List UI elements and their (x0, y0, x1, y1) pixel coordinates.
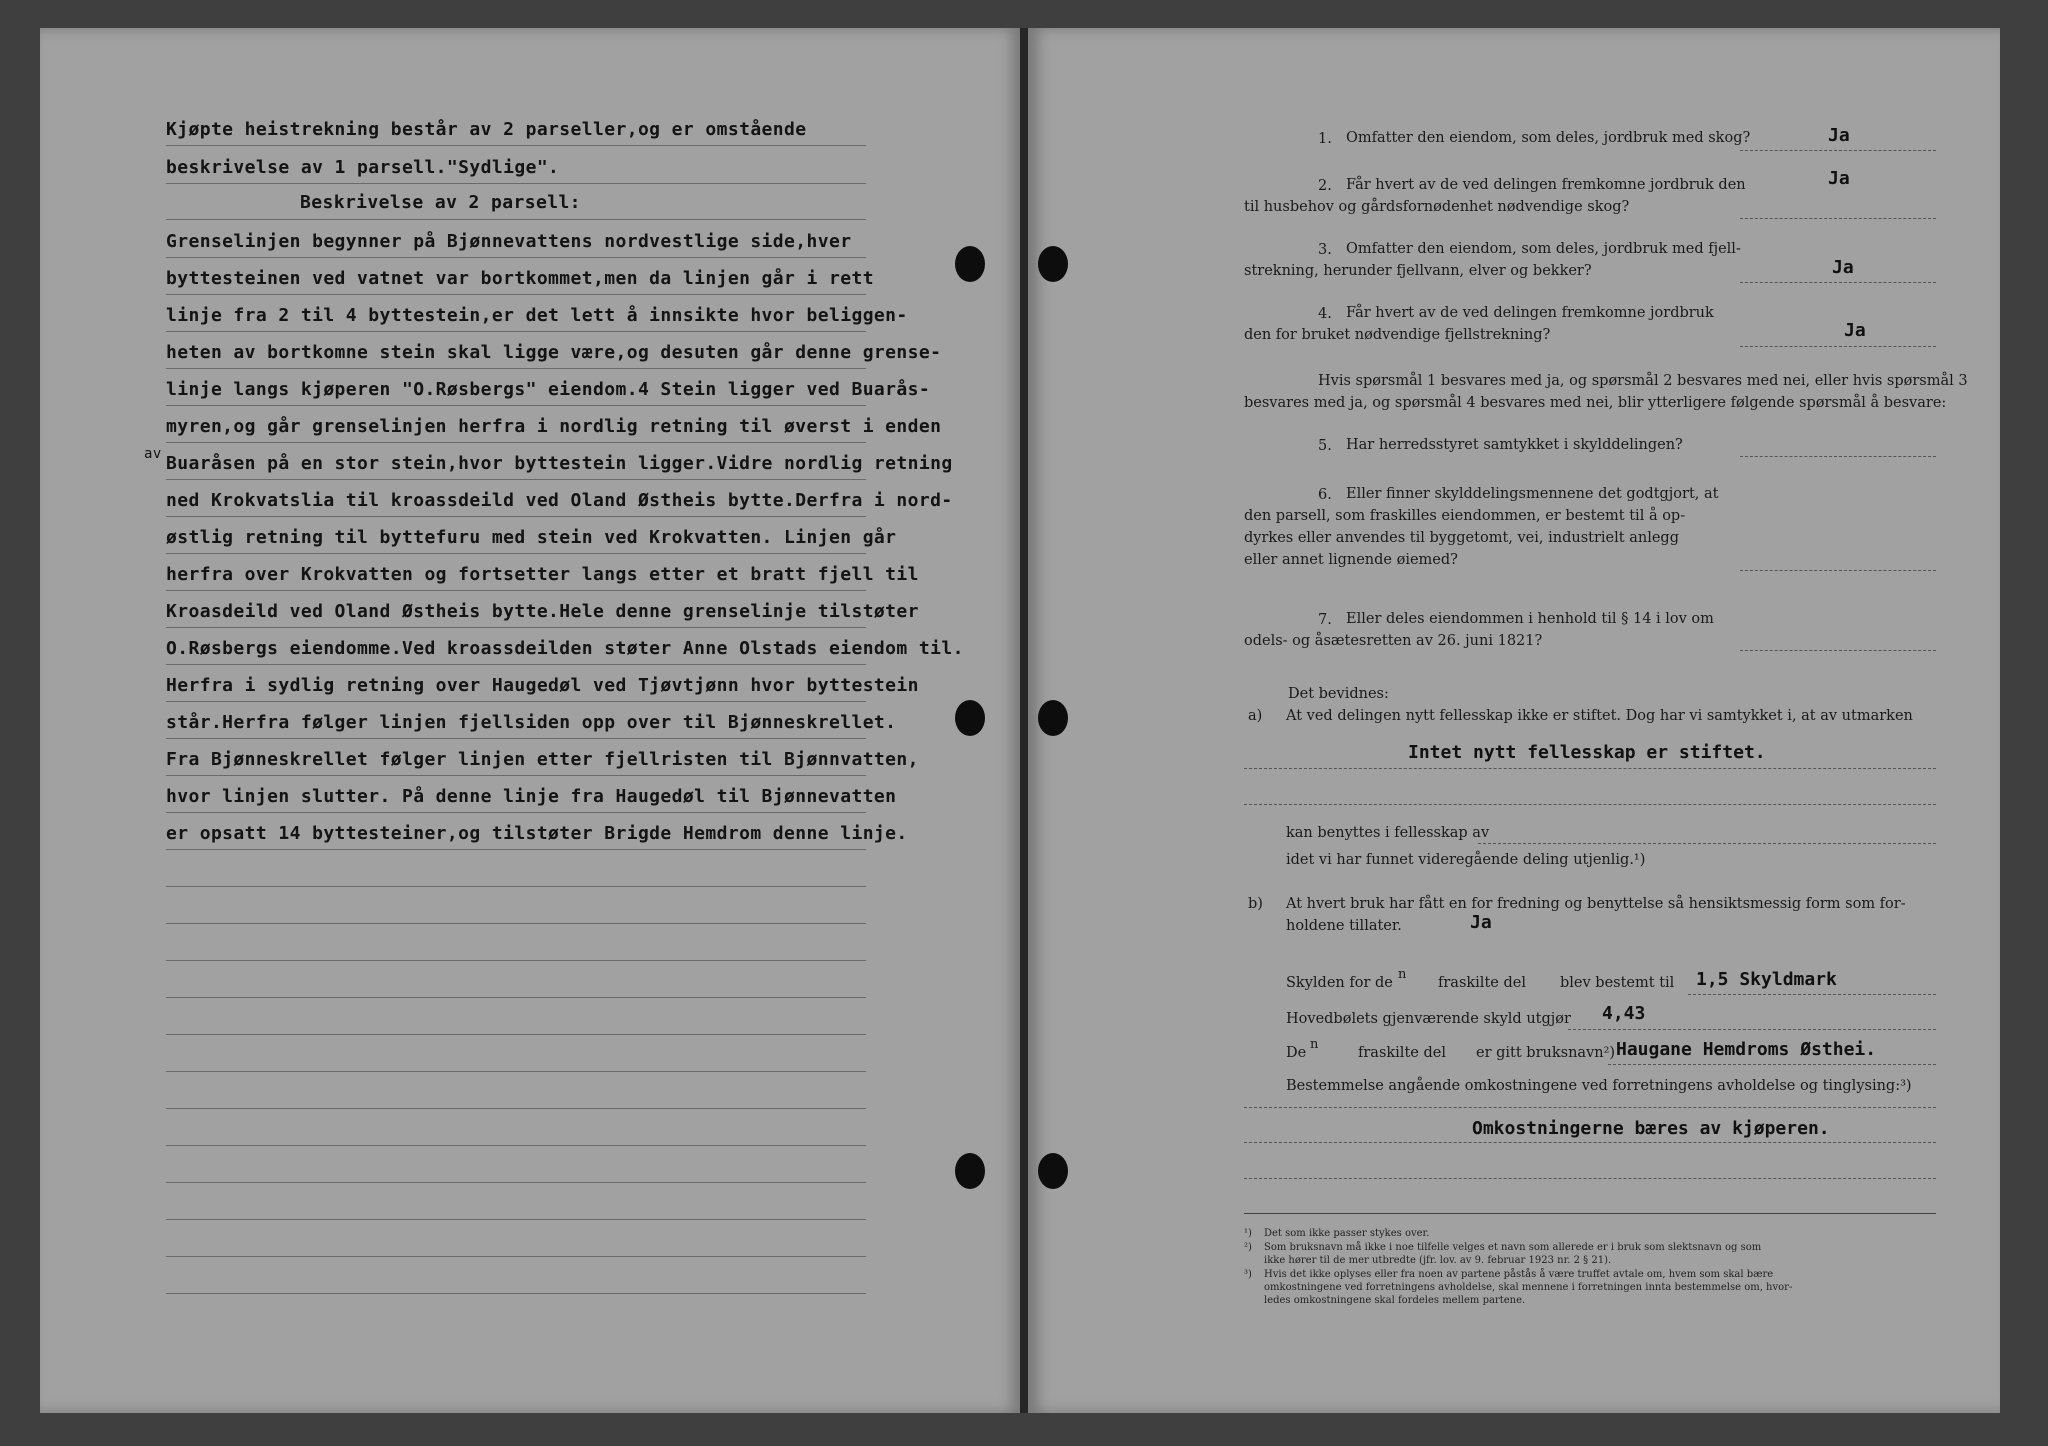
ruled-line (166, 997, 866, 998)
ruled-line (166, 886, 866, 887)
typed-line: Kroasdeild ved Oland Østheis bytte.Hele denne grenselinje tilstøter (166, 601, 919, 622)
item-a-text: At ved delingen nytt fellesskap ikke er stiftet. Dog har vi samtykket i, at av utmarken (1286, 708, 1913, 724)
answer-line (1244, 768, 1936, 770)
ruled-line (166, 960, 866, 961)
typed-line: Grenselinjen begynner på Bjønnevattens nordvestlige side,hver (166, 231, 852, 252)
question-text: den parsell, som fraskilles eiendommen, er bestemt til å op- (1244, 508, 1686, 524)
item-a-line2: kan benyttes i fellesskap av (1286, 825, 1490, 841)
bruksnavn-mid: fraskilte del (1358, 1045, 1446, 1061)
question-number: 1. (1318, 131, 1332, 147)
punch-hole (955, 246, 985, 282)
margin-note: av (144, 446, 162, 462)
ruled-line (166, 294, 866, 295)
condition-text: besvares med ja, og spørsmål 4 besvares med nei, blir ytterligere følgende spørsmål å besvare: (1244, 395, 1947, 411)
typed-line: linje fra 2 til 4 byttestein,er det lett å innsikte hvor beliggen- (166, 305, 908, 326)
ruled-line (166, 442, 866, 443)
question-text: Har herredsstyret samtykket i skylddelingen? (1346, 437, 1683, 453)
answer-line (1244, 804, 1936, 806)
ruled-line (166, 812, 866, 813)
left-page (40, 28, 1020, 1413)
ruled-line (166, 1256, 866, 1257)
ruled-line (166, 331, 866, 332)
item-label-b: b) (1248, 896, 1263, 912)
punch-hole (955, 1153, 985, 1189)
right-page (1028, 28, 2000, 1413)
question-text: strekning, herunder fjellvann, elver og bekker? (1244, 263, 1592, 279)
answer-line (1740, 346, 1936, 348)
footnote-text: Det som ikke passer stykes over. (1264, 1228, 1430, 1239)
ruled-line (166, 775, 866, 776)
ruled-line (166, 219, 866, 220)
ruled-line (166, 553, 866, 554)
ruled-line (166, 368, 866, 369)
item-label-a: a) (1248, 708, 1263, 724)
item-b-text: At hvert bruk har fått en for fredning og benyttelse så hensiktsmessig form som for- (1286, 896, 1906, 912)
answer-line (1568, 1029, 1936, 1031)
typed-line: beskrivelse av 1 parsell."Sydlige". (166, 157, 560, 178)
answer-line (1740, 150, 1936, 152)
typed-line: er opsatt 14 byttesteiner,og tilstøter Brigde Hemdrom denne linje. (166, 823, 908, 844)
typed-line: står.Herfra følger linjen fjellsiden opp over til Bjønneskrellet. (166, 712, 897, 733)
question-text: Eller deles eiendommen i henhold til § 14 i lov om (1346, 611, 1714, 627)
ruled-line (166, 590, 866, 591)
hovedbol-label: Hovedbølets gjenværende skyld utgjør (1286, 1011, 1571, 1027)
typed-line: heten av bortkomne stein skal ligge være,og desuten går denne grense- (166, 342, 942, 363)
answer-4: Ja (1844, 320, 1866, 341)
footnote-text: omkostningene ved forretningens avholdelse, skal mennene i forretningen innta bestemmelse om, hvor- (1264, 1282, 1793, 1293)
ruled-line (166, 1071, 866, 1072)
typed-line: Buaråsen på en stor stein,hvor byttestein ligger.Vidre nordlig retning (166, 453, 953, 474)
typed-line: ned Krokvatslia til kroassdeild ved Oland Østheis bytte.Derfra i nord- (166, 490, 953, 511)
footnote-text: Hvis det ikke oplyses eller fra noen av partene påstås å være truffet avtale om, hvem som skal bære (1264, 1269, 1774, 1280)
punch-hole (1038, 1153, 1068, 1189)
footnote-mark: ¹) (1244, 1228, 1252, 1239)
skyld-mid: fraskilte del (1438, 975, 1526, 991)
answer-line (1740, 456, 1936, 458)
punch-hole (1038, 246, 1068, 282)
answer-line (1478, 843, 1936, 845)
question-text: dyrkes eller anvendes til byggetomt, vei, industrielt anlegg (1244, 530, 1679, 546)
footnote-mark: ³) (1244, 1269, 1252, 1280)
question-text: Eller finner skylddelingsmennene det godtgjort, at (1346, 486, 1719, 502)
typed-line: herfra over Krokvatten og fortsetter langs etter et bratt fjell til (166, 564, 919, 585)
ruled-line (166, 1219, 866, 1220)
typed-line: myren,og går grenselinjen herfra i nordlig retning til øverst i enden (166, 416, 942, 437)
typed-line: hvor linjen slutter. På denne linje fra Haugedøl til Bjønnevatten (166, 786, 897, 807)
ruled-line (166, 1182, 866, 1183)
question-number: 2. (1318, 178, 1332, 194)
typed-line: østlig retning til byttefuru med stein ved Krokvatten. Linjen går (166, 527, 897, 548)
question-text: den for bruket nødvendige fjellstrekning? (1244, 327, 1551, 343)
skyld-value: 1,5 Skyldmark (1696, 969, 1837, 990)
ruled-line (166, 1145, 866, 1146)
answer-line (1740, 570, 1936, 572)
answer-b: Ja (1470, 912, 1492, 933)
footnote-mark: ²) (1244, 1242, 1252, 1253)
answer-line (1740, 650, 1936, 652)
question-text: til husbehov og gårdsfornødenhet nødvendige skog? (1244, 199, 1630, 215)
item-b-text: holdene tillater. (1286, 918, 1402, 934)
skyld-insert: n (1398, 967, 1407, 982)
ruled-line (166, 479, 866, 480)
question-text: Omfatter den eiendom, som deles, jordbruk med fjell- (1346, 241, 1741, 257)
question-number: 4. (1318, 306, 1332, 322)
answer-line (1244, 1107, 1936, 1109)
bestemmelse-text: Bestemmelse angående omkostningene ved forretningens avholdelse og tinglysing:³) (1286, 1078, 1912, 1094)
book-gutter (1020, 28, 1028, 1413)
answer-line (1244, 1178, 1936, 1180)
bruksnavn-insert: n (1310, 1037, 1319, 1052)
punch-hole (1038, 700, 1068, 736)
question-text: Får hvert av de ved delingen fremkomne jordbruk den (1346, 177, 1746, 193)
question-text: eller annet lignende øiemed? (1244, 552, 1458, 568)
ruled-line (166, 738, 866, 739)
bestemmelse-answer: Omkostningerne bæres av kjøperen. (1472, 1118, 1830, 1139)
skyld-label: Skylden for de (1286, 975, 1393, 991)
bruksnavn-value: Haugane Hemdroms Østhei. (1616, 1039, 1877, 1060)
bevidnes-heading: Det bevidnes: (1288, 686, 1389, 702)
answer-line (1740, 218, 1936, 220)
footnote-divider (1244, 1213, 1936, 1214)
typed-line: O.Røsbergs eiendomme.Ved kroassdeilden støter Anne Olstads eiendom til. (166, 638, 964, 659)
question-text: odels- og åsætesretten av 26. juni 1821? (1244, 633, 1543, 649)
answer-line (1244, 1142, 1936, 1144)
ruled-line (166, 145, 866, 146)
ruled-line (166, 627, 866, 628)
ruled-line (166, 405, 866, 406)
question-text: Får hvert av de ved delingen fremkomne jordbruk (1346, 305, 1714, 321)
ruled-line (166, 701, 866, 702)
answer-line (1740, 282, 1936, 284)
bruksnavn-label: De (1286, 1045, 1307, 1061)
answer-line (1608, 1064, 1936, 1066)
answer-line (1688, 994, 1936, 996)
answer-2: Ja (1828, 168, 1850, 189)
footnote-text: ledes omkostningene skal fordeles mellem partene. (1264, 1295, 1526, 1306)
typed-line: linje langs kjøperen "O.Røsbergs" eiendom.4 Stein ligger ved Buarås- (166, 379, 931, 400)
condition-text: Hvis spørsmål 1 besvares med ja, og spørsmål 2 besvares med nei, eller hvis spørsmål 3 (1318, 373, 1968, 389)
punch-hole (955, 700, 985, 736)
typed-line: Kjøpte heistrekning består av 2 parseller,og er omstående (166, 119, 807, 140)
ruled-line (166, 664, 866, 665)
question-number: 7. (1318, 612, 1332, 628)
answer-3: Ja (1832, 257, 1854, 278)
question-number: 6. (1318, 487, 1332, 503)
footnote-text: ikke hører til de mer utbredte (jfr. lov. av 9. februar 1923 nr. 2 § 21). (1264, 1255, 1612, 1266)
footnote-text: Som bruksnavn må ikke i noe tilfelle velges et navn som allerede er i bruk som slektsnavn og som (1264, 1242, 1762, 1253)
ruled-line (166, 1293, 866, 1294)
ruled-line (166, 923, 866, 924)
ruled-line (166, 183, 866, 184)
ruled-line (166, 849, 866, 850)
section-heading: Beskrivelse av 2 parsell: (300, 192, 581, 213)
skyld-post: blev bestemt til (1560, 975, 1675, 991)
ruled-line (166, 1108, 866, 1109)
ruled-line (166, 1034, 866, 1035)
answer-1: Ja (1828, 125, 1850, 146)
question-text: Omfatter den eiendom, som deles, jordbruk med skog? (1346, 130, 1751, 146)
ruled-line (166, 257, 866, 258)
bruksnavn-post: er gitt bruksnavn²) (1476, 1045, 1616, 1061)
typed-line: Herfra i sydlig retning over Haugedøl ved Tjøvtjønn hvor byttestein (166, 675, 919, 696)
ruled-line (166, 516, 866, 517)
question-number: 3. (1318, 242, 1332, 258)
document-spread (40, 28, 2000, 1413)
answer-a: Intet nytt fellesskap er stiftet. (1408, 742, 1766, 763)
hovedbol-value: 4,43 (1602, 1003, 1646, 1024)
question-number: 5. (1318, 438, 1332, 454)
typed-line: Fra Bjønneskrellet følger linjen etter fjellristen til Bjønnvatten, (166, 749, 919, 770)
typed-line: byttesteinen ved vatnet var bortkommet,men da linjen går i rett (166, 268, 874, 289)
item-a-line3: idet vi har funnet videregående deling utjenlig.¹) (1286, 852, 1646, 868)
